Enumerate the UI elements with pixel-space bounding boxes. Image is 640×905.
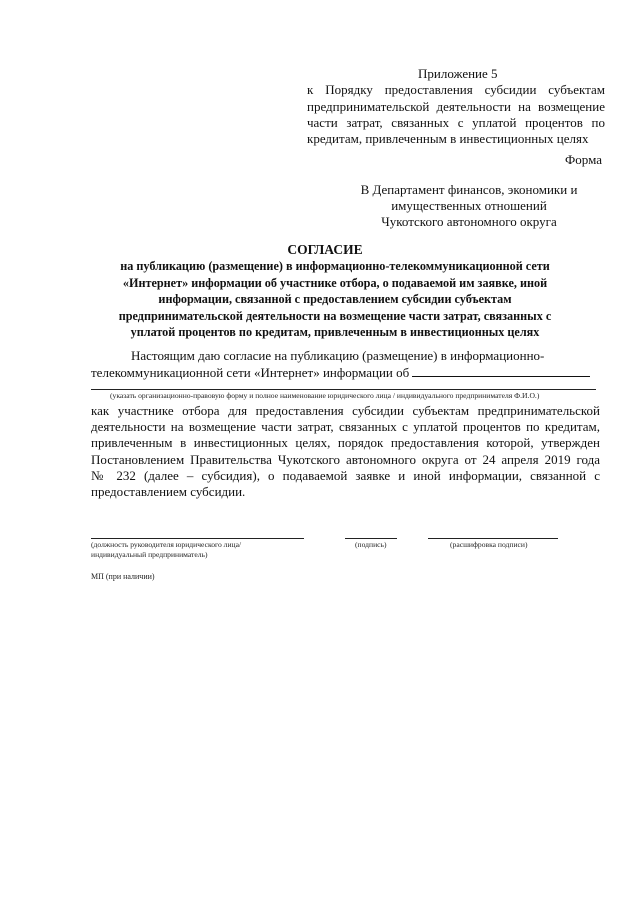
document-title: СОГЛАСИЕ <box>287 242 363 257</box>
paragraph-line: Постановлением Правительства Чукотского автономного округа от 24 апреля 2019 года <box>91 451 600 467</box>
paragraph-line: Настоящим даю согласие на публикацию (размещение) в информационно- <box>131 348 545 363</box>
position-hint-line: индивидуальный предприниматель) <box>91 550 208 559</box>
subtitle-line: уплатой процентов по кредитам, привлеченным в инвестиционных целях <box>130 325 540 339</box>
appendix-line: кредитам, привлеченным в инвестиционных целях <box>307 131 589 147</box>
paragraph-line: как участнике отбора для предоставления субсидии субъектам предпринимательской <box>91 403 600 418</box>
stamp-note: МП (при наличии) <box>91 572 155 581</box>
consent-paragraph <box>91 348 600 381</box>
signature-hint: (подпись) <box>355 540 387 549</box>
position-line[interactable] <box>91 538 304 539</box>
addressee-line: Чукотского автономного округа <box>381 214 557 230</box>
paragraph-line <box>91 364 600 381</box>
signature-decode-line[interactable] <box>428 538 558 539</box>
paragraph-line: № 232 (далее – субсидия), о подаваемой заявке и иной информации, связанной с <box>91 467 600 483</box>
appendix-line: предпринимательской деятельности на возмещение <box>307 98 605 114</box>
appendix-title: Приложение 5 <box>418 66 498 81</box>
position-hint-line: (должность руководителя юридического лица/ <box>91 540 242 549</box>
paragraph-line: привлеченным в инвестиционных целях, порядок предоставления которой, утвержден <box>91 435 600 451</box>
appendix-line: части затрат, связанных с уплатой процентов по <box>307 114 605 130</box>
appendix-line: к Порядку предоставления субсидии субъектам <box>307 82 605 98</box>
paragraph-line: предоставлением субсидии. <box>91 484 246 500</box>
subtitle-line: информации, связанной с предоставлением субсидии субъектам <box>158 292 512 306</box>
purpose-paragraph <box>91 403 600 500</box>
signature-line[interactable] <box>345 538 397 539</box>
document-subtitle <box>96 258 574 341</box>
subtitle-line: предпринимательской деятельности на возмещение части затрат, связанных с <box>118 308 552 323</box>
organization-hint: (указать организационно-правовую форму и полное наименование юридического лица / индивидуального предпринимателя Ф.И.О.) <box>110 391 540 400</box>
organization-line[interactable] <box>91 389 596 390</box>
signature-decode-hint: (расшифровка подписи) <box>450 540 528 549</box>
subtitle-line: «Интернет» информации об участнике отбора, о подаваемой им заявке, иной <box>122 275 548 290</box>
paragraph-line: деятельности на возмещение части затрат, связанных с уплатой процентов по кредитам, <box>91 419 600 435</box>
paragraph-line-text: телекоммуникационной сети «Интернет» информации об <box>91 365 410 381</box>
organization-name-field[interactable] <box>412 364 590 377</box>
appendix-block <box>307 66 605 147</box>
position-hint <box>91 540 241 560</box>
addressee-line: В Департамент финансов, экономики и <box>360 182 578 197</box>
addressee-block <box>340 182 598 231</box>
subtitle-line: на публикацию (размещение) в информационно-телекоммуникационной сети <box>120 259 550 273</box>
form-label: Форма <box>565 152 602 167</box>
addressee-line: имущественных отношений <box>391 198 547 214</box>
